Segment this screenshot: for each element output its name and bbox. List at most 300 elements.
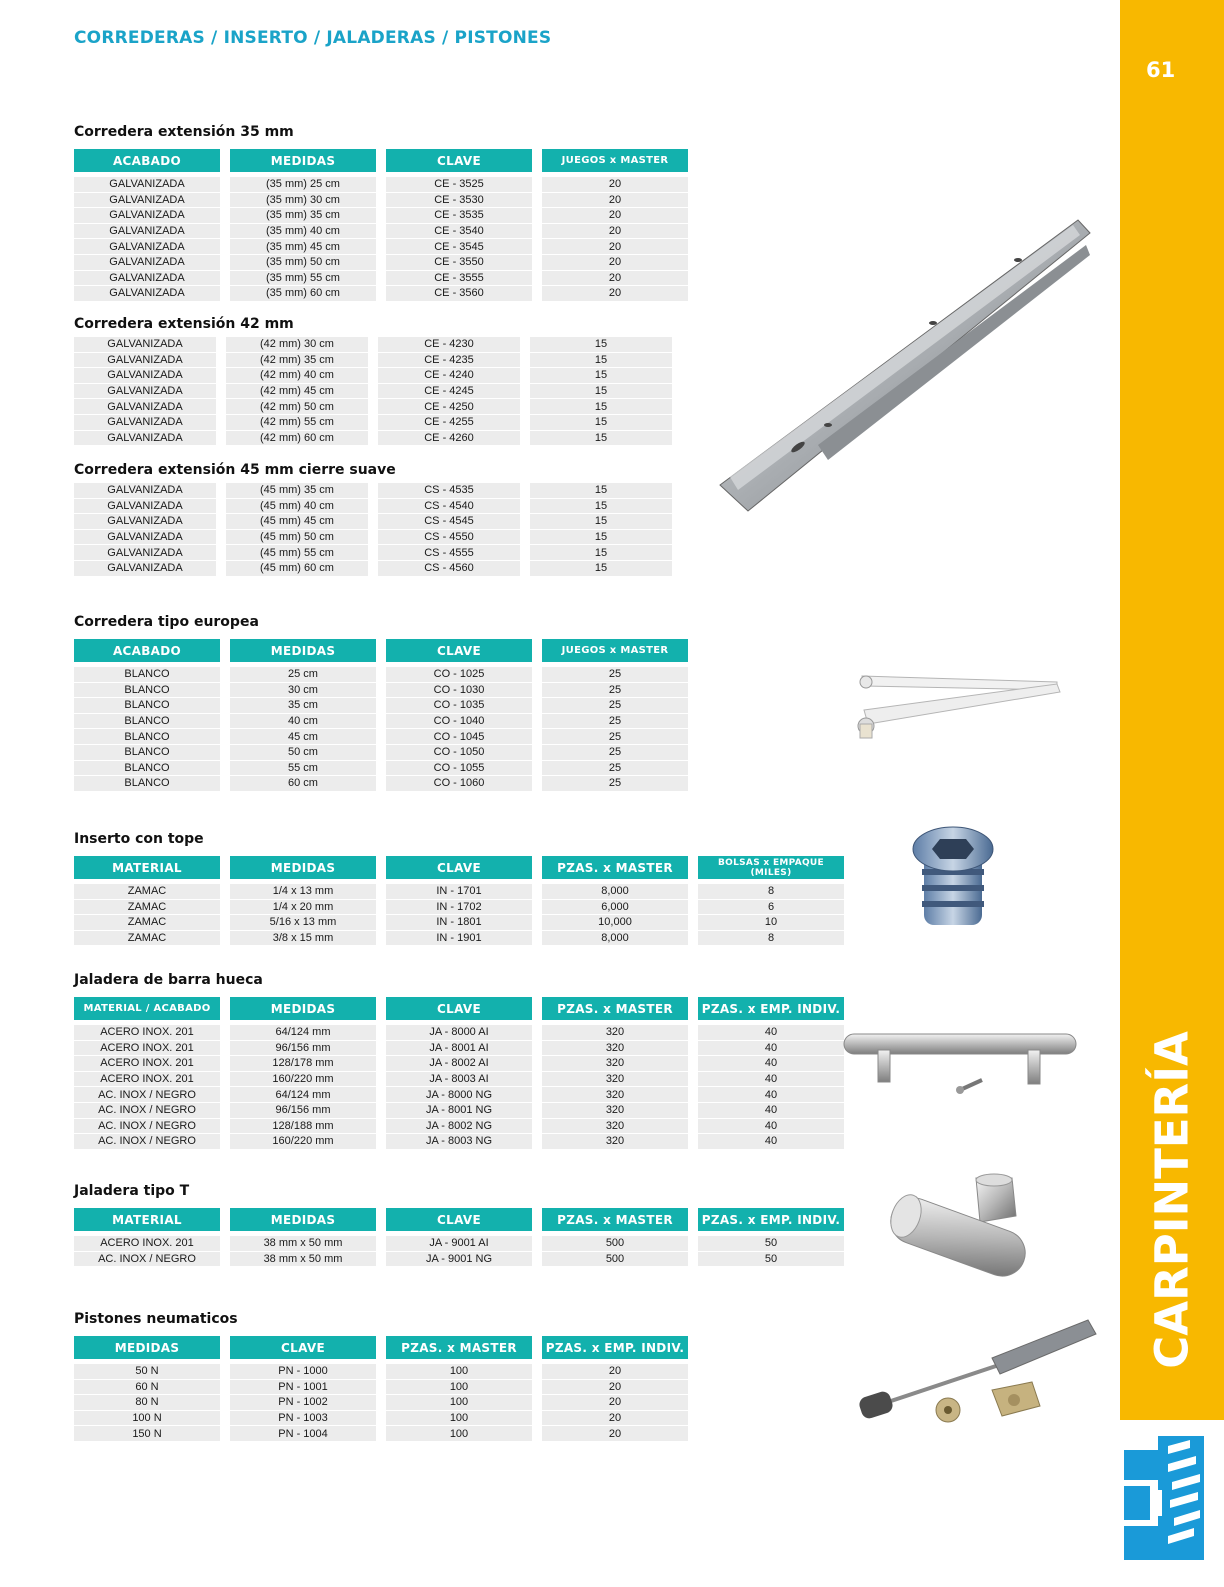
table-row	[74, 1426, 688, 1441]
table-row	[74, 1087, 844, 1102]
cell: 320	[542, 1025, 688, 1040]
cell: 320	[542, 1072, 688, 1087]
cell: CO - 1040	[386, 714, 532, 729]
cell: JA - 9001 AI	[386, 1236, 532, 1251]
cell: (35 mm) 25 cm	[230, 177, 376, 192]
cell: CO - 1025	[386, 667, 532, 682]
cell: 20	[542, 1395, 688, 1410]
cs45-table	[64, 482, 682, 577]
cell: GALVANIZADA	[74, 239, 220, 254]
cell: BLANCO	[74, 761, 220, 776]
cell: 15	[530, 368, 672, 383]
col-header: ACABADO	[74, 639, 220, 662]
cell: (42 mm) 50 cm	[226, 399, 368, 414]
table-row	[74, 499, 672, 514]
cell: 55 cm	[230, 761, 376, 776]
cell: GALVANIZADA	[74, 415, 216, 430]
table-row	[74, 698, 688, 713]
section-title: Corredera extensión 42 mm	[74, 316, 294, 332]
table-row	[74, 514, 672, 529]
cell: CE - 4250	[378, 399, 520, 414]
col-header: PZAS. x EMP. INDIV.	[698, 1208, 844, 1231]
col-header: BOLSAS x EMPAQUE (MILES)	[698, 856, 844, 879]
cell: ACERO INOX. 201	[74, 1056, 220, 1071]
table-row	[74, 900, 844, 915]
cell: 15	[530, 530, 672, 545]
cell: CS - 4560	[378, 561, 520, 576]
table-row	[74, 729, 688, 744]
cell: (45 mm) 50 cm	[226, 530, 368, 545]
col-header: MEDIDAS	[74, 1336, 220, 1359]
cell: (42 mm) 35 cm	[226, 353, 368, 368]
cell: GALVANIZADA	[74, 545, 216, 560]
cell: 15	[530, 561, 672, 576]
cell: (35 mm) 55 cm	[230, 271, 376, 286]
cell: GALVANIZADA	[74, 177, 220, 192]
cell: 100 N	[74, 1411, 220, 1426]
table-row	[74, 384, 672, 399]
cell: 45 cm	[230, 729, 376, 744]
table-row	[74, 561, 672, 576]
cell: GALVANIZADA	[74, 193, 220, 208]
cell: 8,000	[542, 931, 688, 946]
cell: 15	[530, 384, 672, 399]
table-row	[74, 337, 672, 352]
cell: 8,000	[542, 884, 688, 899]
col-header: MATERIAL	[74, 856, 220, 879]
cell: 50 N	[74, 1364, 220, 1379]
threaded-insert-photo	[910, 825, 996, 929]
cell: 128/188 mm	[230, 1119, 376, 1134]
cell: GALVANIZADA	[74, 337, 216, 352]
cell: 20	[542, 1426, 688, 1441]
cell: 25	[542, 667, 688, 682]
cell: (45 mm) 55 cm	[226, 545, 368, 560]
cell: 320	[542, 1119, 688, 1134]
table-row	[74, 545, 672, 560]
table-row	[74, 193, 688, 208]
cell: GALVANIZADA	[74, 208, 220, 223]
table-row	[74, 224, 688, 239]
cell: ACERO INOX. 201	[74, 1072, 220, 1087]
cell: 40	[698, 1025, 844, 1040]
cell: 64/124 mm	[230, 1087, 376, 1102]
cell: 20	[542, 1364, 688, 1379]
table-row	[74, 1252, 844, 1267]
cell: IN - 1801	[386, 915, 532, 930]
cell: JA - 8003 NG	[386, 1134, 532, 1149]
cell: (35 mm) 45 cm	[230, 239, 376, 254]
cell: 160/220 mm	[230, 1134, 376, 1149]
table-row	[74, 714, 688, 729]
drawer-slide-photo	[718, 215, 1098, 515]
cell: 25	[542, 698, 688, 713]
cell: CO - 1050	[386, 745, 532, 760]
cell: 20	[542, 286, 688, 301]
cell: GALVANIZADA	[74, 384, 216, 399]
cell: 15	[530, 337, 672, 352]
cell: CE - 3555	[386, 271, 532, 286]
cell: GALVANIZADA	[74, 431, 216, 446]
cell: 100	[386, 1380, 532, 1395]
section-cs45	[74, 462, 682, 577]
jaladera-hueca-table	[64, 992, 854, 1150]
table-row	[74, 239, 688, 254]
col-header: CLAVE	[386, 149, 532, 172]
cell: JA - 8001 AI	[386, 1041, 532, 1056]
cell: ZAMAC	[74, 900, 220, 915]
cell: 10	[698, 915, 844, 930]
col-header: CLAVE	[230, 1336, 376, 1359]
cell: JA - 8000 NG	[386, 1087, 532, 1102]
section-jaladera-hueca	[74, 972, 854, 1150]
cell: CO - 1045	[386, 729, 532, 744]
section-ce35	[74, 124, 698, 302]
cell: 320	[542, 1103, 688, 1118]
cell: 25	[542, 776, 688, 791]
cell: 500	[542, 1252, 688, 1267]
section-title: Jaladera de barra hueca	[74, 972, 263, 988]
table-row	[74, 208, 688, 223]
cell: CE - 3525	[386, 177, 532, 192]
cell: 40	[698, 1119, 844, 1134]
cell: 60 cm	[230, 776, 376, 791]
cell: 6,000	[542, 900, 688, 915]
table-row	[74, 177, 688, 192]
cell: (35 mm) 30 cm	[230, 193, 376, 208]
cell: 15	[530, 483, 672, 498]
cell: CE - 4260	[378, 431, 520, 446]
table-row	[74, 286, 688, 301]
cell: 50	[698, 1252, 844, 1267]
cell: CS - 4550	[378, 530, 520, 545]
jaladera-hueca-header-row	[74, 997, 844, 1020]
cell: BLANCO	[74, 698, 220, 713]
section-title: Corredera extensión 35 mm	[74, 124, 294, 140]
cell: 8	[698, 884, 844, 899]
cell: GALVANIZADA	[74, 561, 216, 576]
pistones-table	[64, 1331, 698, 1442]
table-row	[74, 271, 688, 286]
cell: JA - 8002 NG	[386, 1119, 532, 1134]
cell: 15	[530, 545, 672, 560]
cell: 40 cm	[230, 714, 376, 729]
page-number: 61	[1146, 58, 1176, 82]
table-row	[74, 667, 688, 682]
brand-logo	[1124, 1436, 1204, 1560]
cell: 15	[530, 431, 672, 446]
cell: 20	[542, 193, 688, 208]
cell: GALVANIZADA	[74, 368, 216, 383]
ce35-table	[64, 144, 698, 302]
cell: CO - 1060	[386, 776, 532, 791]
cell: 50 cm	[230, 745, 376, 760]
col-header: MATERIAL	[74, 1208, 220, 1231]
col-header: JUEGOS x MASTER	[542, 639, 688, 662]
cell: GALVANIZADA	[74, 255, 220, 270]
table-row	[74, 1395, 688, 1410]
cell: PN - 1003	[230, 1411, 376, 1426]
cell: BLANCO	[74, 683, 220, 698]
cell: PN - 1001	[230, 1380, 376, 1395]
cell: PN - 1000	[230, 1364, 376, 1379]
cell: BLANCO	[74, 745, 220, 760]
cell: 25 cm	[230, 667, 376, 682]
cell: 40	[698, 1072, 844, 1087]
table-row	[74, 1380, 688, 1395]
page-header-title: CORREDERAS / INSERTO / JALADERAS / PISTONES	[74, 28, 552, 48]
section-ce42	[74, 316, 682, 446]
cell: 96/156 mm	[230, 1041, 376, 1056]
cell: CE - 3535	[386, 208, 532, 223]
cell: 38 mm x 50 mm	[230, 1236, 376, 1251]
cell: 80 N	[74, 1395, 220, 1410]
cell: AC. INOX / NEGRO	[74, 1103, 220, 1118]
cell: 128/178 mm	[230, 1056, 376, 1071]
cell: ACERO INOX. 201	[74, 1041, 220, 1056]
cell: CE - 4230	[378, 337, 520, 352]
pistones-header-row	[74, 1336, 688, 1359]
cell: AC. INOX / NEGRO	[74, 1134, 220, 1149]
cell: JA - 8003 AI	[386, 1072, 532, 1087]
col-header: MEDIDAS	[230, 856, 376, 879]
cell: 20	[542, 1380, 688, 1395]
section-inserto	[74, 831, 854, 946]
section-title: Inserto con tope	[74, 831, 204, 847]
cell: 25	[542, 729, 688, 744]
jaladera-t-table	[64, 1203, 854, 1267]
side-category-label: CARPINTERÍA	[1145, 1031, 1199, 1369]
col-header: MEDIDAS	[230, 997, 376, 1020]
cell: BLANCO	[74, 776, 220, 791]
col-header: PZAS. x EMP. INDIV.	[698, 997, 844, 1020]
cell: CE - 4255	[378, 415, 520, 430]
cell: 5/16 x 13 mm	[230, 915, 376, 930]
cell: (45 mm) 35 cm	[226, 483, 368, 498]
cell: 20	[542, 208, 688, 223]
cell: 50	[698, 1236, 844, 1251]
cell: 15	[530, 499, 672, 514]
cell: 320	[542, 1087, 688, 1102]
cell: IN - 1901	[386, 931, 532, 946]
section-jaladera-t	[74, 1183, 854, 1267]
cell: CE - 3545	[386, 239, 532, 254]
cell: 500	[542, 1236, 688, 1251]
cell: 3/8 x 15 mm	[230, 931, 376, 946]
cell: (42 mm) 45 cm	[226, 384, 368, 399]
cell: BLANCO	[74, 714, 220, 729]
cell: 8	[698, 931, 844, 946]
cell: (35 mm) 60 cm	[230, 286, 376, 301]
cell: 20	[542, 1411, 688, 1426]
cell: (42 mm) 40 cm	[226, 368, 368, 383]
table-row	[74, 530, 672, 545]
col-header: PZAS. x MASTER	[386, 1336, 532, 1359]
table-row	[74, 745, 688, 760]
cell: 25	[542, 745, 688, 760]
cell: GALVANIZADA	[74, 286, 220, 301]
cell: 100	[386, 1426, 532, 1441]
cell: 96/156 mm	[230, 1103, 376, 1118]
cell: 1/4 x 20 mm	[230, 900, 376, 915]
section-title: Corredera tipo europea	[74, 614, 259, 630]
europea-header-row	[74, 639, 688, 662]
cell: GALVANIZADA	[74, 530, 216, 545]
table-row	[74, 1411, 688, 1426]
table-row	[74, 884, 844, 899]
cell: 38 mm x 50 mm	[230, 1252, 376, 1267]
table-row	[74, 255, 688, 270]
cell: AC. INOX / NEGRO	[74, 1252, 220, 1267]
cell: IN - 1701	[386, 884, 532, 899]
cell: 40	[698, 1134, 844, 1149]
table-row	[74, 483, 672, 498]
cell: 320	[542, 1134, 688, 1149]
col-header: PZAS. x MASTER	[542, 1208, 688, 1231]
cell: PN - 1004	[230, 1426, 376, 1441]
cell: BLANCO	[74, 667, 220, 682]
europea-table	[64, 634, 698, 792]
cell: GALVANIZADA	[74, 353, 216, 368]
cell: 25	[542, 714, 688, 729]
cell: 30 cm	[230, 683, 376, 698]
cell: CO - 1035	[386, 698, 532, 713]
cell: GALVANIZADA	[74, 483, 216, 498]
cell: CS - 4540	[378, 499, 520, 514]
cell: ZAMAC	[74, 884, 220, 899]
t-handle-photo	[884, 1170, 1032, 1286]
cell: CE - 3540	[386, 224, 532, 239]
cell: JA - 8000 AI	[386, 1025, 532, 1040]
cell: 60 N	[74, 1380, 220, 1395]
cell: (42 mm) 55 cm	[226, 415, 368, 430]
table-row	[74, 683, 688, 698]
jaladera-t-header-row	[74, 1208, 844, 1231]
cell: 20	[542, 271, 688, 286]
cell: 160/220 mm	[230, 1072, 376, 1087]
table-row	[74, 1236, 844, 1251]
ce42-table	[64, 336, 682, 446]
inserto-table	[64, 851, 854, 946]
cell: AC. INOX / NEGRO	[74, 1119, 220, 1134]
cell: (35 mm) 50 cm	[230, 255, 376, 270]
col-header: MATERIAL / ACABADO	[74, 997, 220, 1020]
euro-slide-photo	[852, 668, 1066, 744]
bar-handle-photo	[842, 1024, 1078, 1098]
cell: CS - 4545	[378, 514, 520, 529]
col-header: MEDIDAS	[230, 149, 376, 172]
cell: 6	[698, 900, 844, 915]
cell: CE - 4235	[378, 353, 520, 368]
gas-piston-photo	[852, 1318, 1100, 1434]
cell: JA - 8001 NG	[386, 1103, 532, 1118]
table-row	[74, 915, 844, 930]
col-header: CLAVE	[386, 639, 532, 662]
cell: PN - 1002	[230, 1395, 376, 1410]
table-row	[74, 353, 672, 368]
cell: CE - 4245	[378, 384, 520, 399]
cell: JA - 8002 AI	[386, 1056, 532, 1071]
cell: GALVANIZADA	[74, 271, 220, 286]
table-row	[74, 415, 672, 430]
col-header: ACABADO	[74, 149, 220, 172]
col-header: CLAVE	[386, 1208, 532, 1231]
cell: 320	[542, 1056, 688, 1071]
section-europea	[74, 614, 698, 792]
col-header: MEDIDAS	[230, 639, 376, 662]
table-row	[74, 1025, 844, 1040]
table-row	[74, 1119, 844, 1134]
cell: (35 mm) 40 cm	[230, 224, 376, 239]
cell: 40	[698, 1041, 844, 1056]
table-row	[74, 1056, 844, 1071]
col-header: PZAS. x EMP. INDIV.	[542, 1336, 688, 1359]
cell: 15	[530, 514, 672, 529]
col-header: CLAVE	[386, 997, 532, 1020]
cell: (35 mm) 35 cm	[230, 208, 376, 223]
cell: (45 mm) 60 cm	[226, 561, 368, 576]
cell: ZAMAC	[74, 931, 220, 946]
table-row	[74, 431, 672, 446]
cell: 20	[542, 177, 688, 192]
cell: CS - 4555	[378, 545, 520, 560]
cell: CE - 4240	[378, 368, 520, 383]
table-row	[74, 368, 672, 383]
cell: GALVANIZADA	[74, 399, 216, 414]
cell: IN - 1702	[386, 900, 532, 915]
cell: 20	[542, 255, 688, 270]
cell: BLANCO	[74, 729, 220, 744]
section-pistones	[74, 1311, 698, 1442]
cell: 15	[530, 353, 672, 368]
cell: 10,000	[542, 915, 688, 930]
cell: 150 N	[74, 1426, 220, 1441]
col-header: CLAVE	[386, 856, 532, 879]
cell: 35 cm	[230, 698, 376, 713]
table-row	[74, 931, 844, 946]
cell: 100	[386, 1411, 532, 1426]
cell: 320	[542, 1041, 688, 1056]
table-row	[74, 1041, 844, 1056]
cell: CS - 4535	[378, 483, 520, 498]
cell: GALVANIZADA	[74, 514, 216, 529]
col-header: JUEGOS x MASTER	[542, 149, 688, 172]
cell: 40	[698, 1056, 844, 1071]
cell: CO - 1055	[386, 761, 532, 776]
cell: 25	[542, 683, 688, 698]
ce35-header-row	[74, 149, 688, 172]
table-row	[74, 1072, 844, 1087]
cell: 1/4 x 13 mm	[230, 884, 376, 899]
cell: AC. INOX / NEGRO	[74, 1087, 220, 1102]
section-title: Jaladera tipo T	[74, 1183, 190, 1199]
cell: GALVANIZADA	[74, 499, 216, 514]
cell: 15	[530, 415, 672, 430]
col-header: PZAS. x MASTER	[542, 997, 688, 1020]
cell: 20	[542, 239, 688, 254]
cell: ZAMAC	[74, 915, 220, 930]
cell: (42 mm) 30 cm	[226, 337, 368, 352]
cell: 100	[386, 1364, 532, 1379]
table-row	[74, 1103, 844, 1118]
cell: CE - 3530	[386, 193, 532, 208]
cell: ACERO INOX. 201	[74, 1236, 220, 1251]
cell: 40	[698, 1103, 844, 1118]
cell: (45 mm) 40 cm	[226, 499, 368, 514]
cell: 100	[386, 1395, 532, 1410]
cell: 15	[530, 399, 672, 414]
cell: 20	[542, 224, 688, 239]
